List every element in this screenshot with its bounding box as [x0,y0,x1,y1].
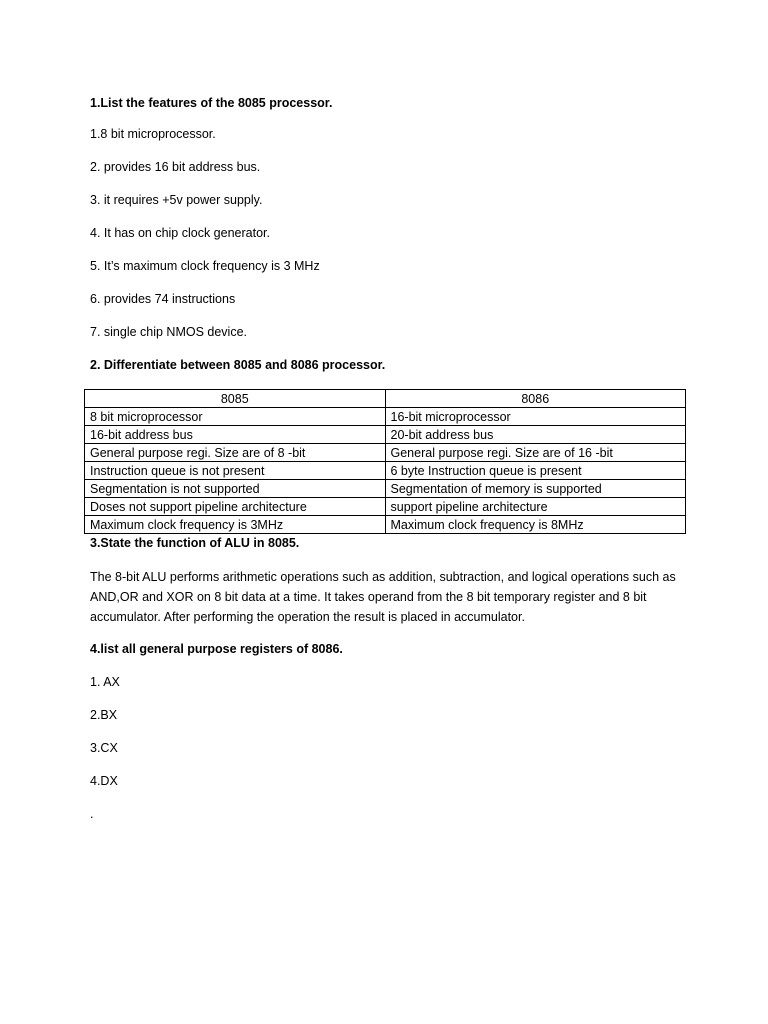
feature-item: 2. provides 16 bit address bus. [90,160,261,174]
question-1-heading: 1.List the features of the 8085 processor. [90,96,333,110]
column-header-8086: 8086 [385,390,686,408]
table-cell: Doses not support pipeline architecture [85,498,386,516]
comparison-table [84,389,686,534]
table-header-row [85,390,686,408]
table-cell: 20-bit address bus [385,426,686,444]
table-cell: 6 byte Instruction queue is present [385,462,686,480]
feature-item: 1.8 bit microprocessor. [90,127,216,141]
table-cell: General purpose regi. Size are of 8 -bit [85,444,386,462]
feature-item: 3. it requires +5v power supply. [90,193,263,207]
alu-answer-paragraph: The 8-bit ALU performs arithmetic operations such as addition, subtraction, and logical operations such as AND,OR and XOR on 8 bit data at a time. It takes operand from the 8 bit temporary register and 8 bit accumulator. After performing the operation the result is placed in accumulator. [90,570,676,624]
table-cell: Segmentation of memory is supported [385,480,686,498]
table-row [85,480,686,498]
table-cell: Maximum clock frequency is 8MHz [385,516,686,534]
feature-item: 5. It’s maximum clock frequency is 3 MHz [90,259,320,273]
register-item: 2.BX [90,708,118,722]
register-item: 4.DX [90,774,118,788]
table-row [85,426,686,444]
feature-item: 6. provides 74 instructions [90,292,236,306]
trailing-period: . [90,807,94,821]
table-cell: Maximum clock frequency is 3MHz [85,516,386,534]
table-cell: 8 bit microprocessor [85,408,386,426]
table-row [85,444,686,462]
question-3-heading: 3.State the function of ALU in 8085. [90,536,300,550]
feature-item: 7. single chip NMOS device. [90,325,248,339]
register-item: 3.CX [90,741,118,755]
table-cell: Instruction queue is not present [85,462,386,480]
table-row [85,408,686,426]
table-row [85,462,686,480]
feature-item: 4. It has on chip clock generator. [90,226,270,240]
register-item: 1. AX [90,675,120,689]
table-cell: Segmentation is not supported [85,480,386,498]
table-cell: support pipeline architecture [385,498,686,516]
table-row [85,498,686,516]
question-2-heading: 2. Differentiate between 8085 and 8086 processor. [90,358,386,372]
table-row [85,516,686,534]
table-cell: General purpose regi. Size are of 16 -bit [385,444,686,462]
column-header-8085: 8085 [85,390,386,408]
question-4-heading: 4.list all general purpose registers of 8086. [90,642,343,656]
table-cell: 16-bit microprocessor [385,408,686,426]
table-cell: 16-bit address bus [85,426,386,444]
